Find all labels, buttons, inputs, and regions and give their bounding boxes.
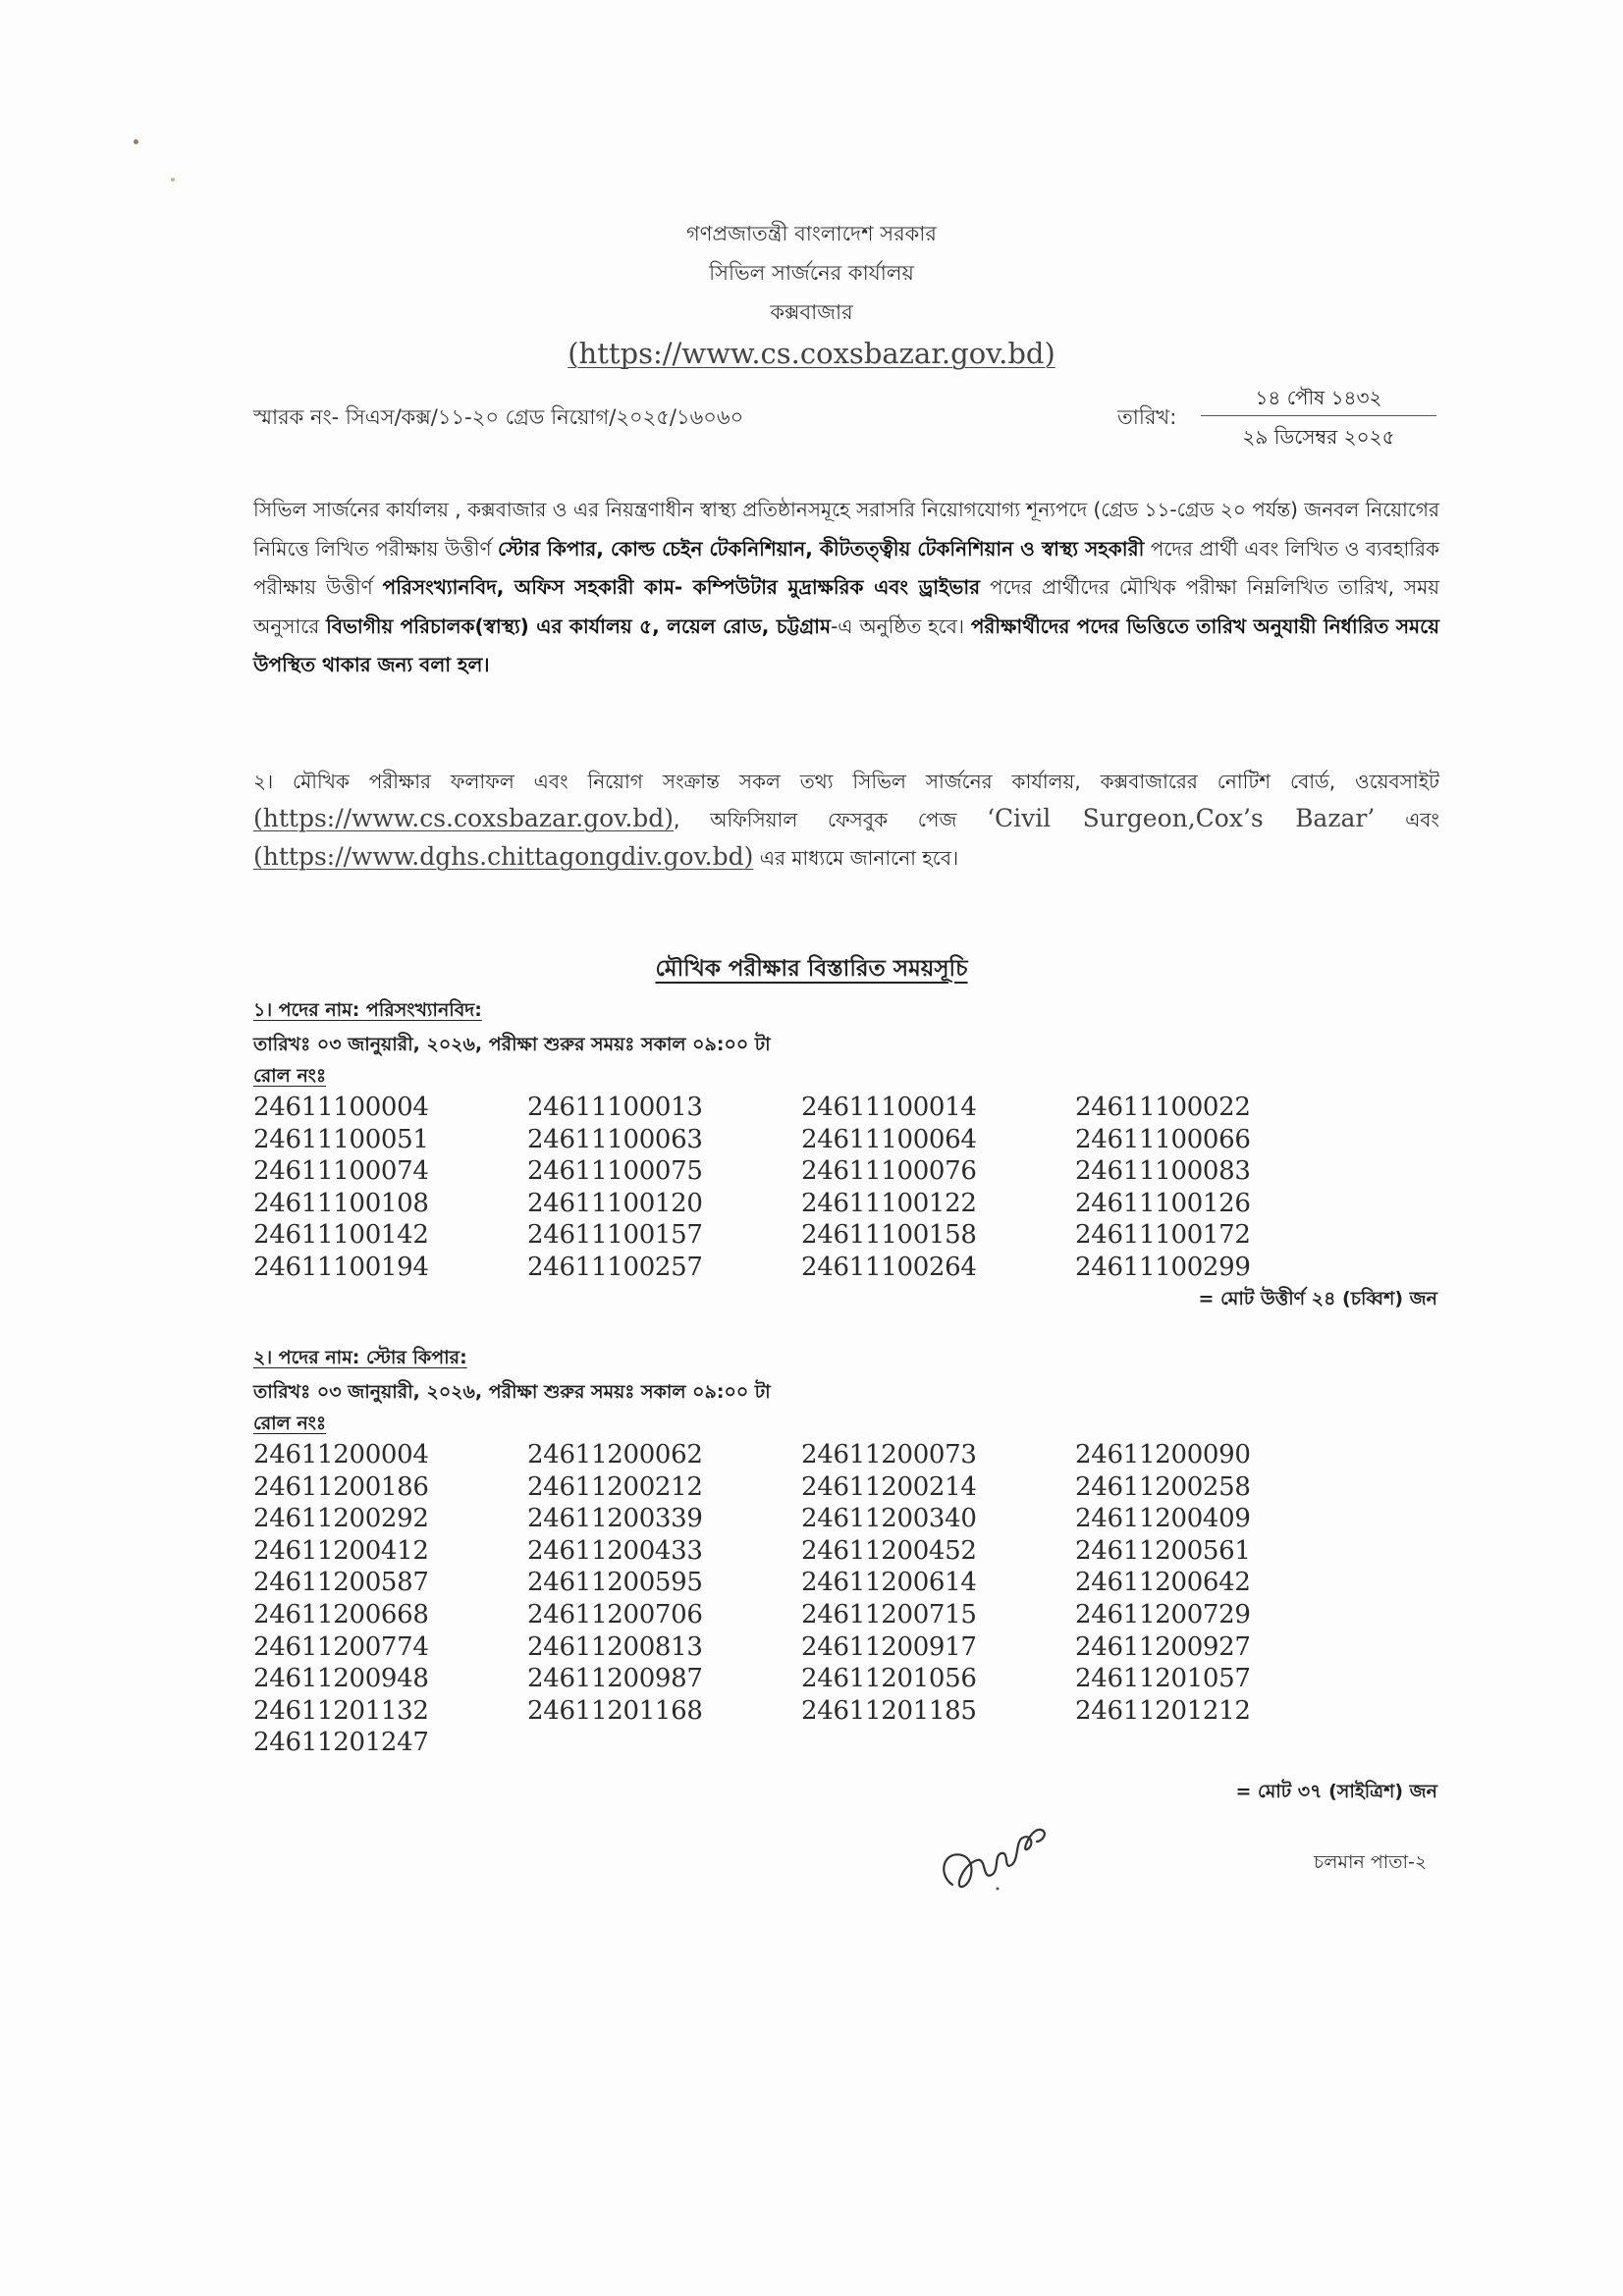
roll-number: 24611201168 — [527, 1695, 703, 1726]
roll-number: 24611200561 — [1075, 1535, 1251, 1566]
roll-number: 24611200729 — [1075, 1599, 1251, 1629]
roll-number: 24611200292 — [253, 1504, 429, 1534]
post-title: ২। পদের নাম: স্টোর কিপার: — [253, 1347, 467, 1368]
posts-practical-exam: পরিসংখ্যানবিদ, অফিস সহকারী কাম- কম্পিউটার মুদ্রাক্ষরিক এবং ড্রাইভার — [382, 575, 981, 599]
roll-number: 24611200452 — [801, 1535, 977, 1566]
exam-date-time: তারিখঃ ০৩ জানুয়ারী, ২০২৬, পরীক্ষা শুরুর সময়ঃ সকাল ০৯:০০ টা — [253, 1034, 771, 1055]
date-bangla: ১৪ পৌষ ১৪৩২ — [1201, 382, 1436, 416]
roll-label: রোল নংঃ — [253, 1413, 327, 1434]
roll-number: 24611100004 — [253, 1093, 429, 1122]
text: সিভিল সার্জনের কার্যালয় , কক্সবাজার ও এর নিয়ন্ত্রণাধীন স্বাস্থ্য প্রতিষ্ঠানসমূহে সরাসরি নিয়োগযোগ্য শূন্যপদে (গ্রেড ১১-গ্রেড ২০ পর্যন্ত) জনবল নিয়োগের নিমিত্তে লিখিত পরীক্ষায় উত্তীর্ণ — [253, 498, 1439, 561]
roll-label: রোল নংঃ — [253, 1065, 327, 1087]
notice-paragraph-2 — [253, 763, 1439, 877]
roll-number: 24611201185 — [801, 1695, 977, 1726]
roll-number: 24611200004 — [253, 1440, 429, 1469]
schedule-section-statistician — [253, 993, 1441, 1313]
roll-number: 24611200927 — [1075, 1631, 1251, 1662]
letterhead — [0, 214, 1623, 375]
roll-number: 24611100108 — [253, 1188, 429, 1218]
roll-number: 24611200340 — [801, 1504, 977, 1534]
roll-number: 24611100157 — [527, 1220, 703, 1251]
roll-number: 24611100264 — [801, 1252, 977, 1282]
coxsbazar-website-link[interactable]: (https://www.cs.coxsbazar.gov.bd) — [253, 804, 675, 832]
roll-number: 24611100120 — [527, 1188, 703, 1218]
roll-number: 24611200642 — [1075, 1568, 1251, 1598]
roll-number: 24611200062 — [527, 1440, 703, 1469]
text: পদের প্রার্থী এবং লিখিত ও ব্যবহারিক পরীক্ষায় উত্তীর্ণ — [253, 536, 1439, 599]
roll-number: 24611200948 — [253, 1664, 429, 1694]
roll-number: 24611200614 — [801, 1568, 977, 1598]
roll-number: 24611201212 — [1075, 1695, 1251, 1726]
roll-number: 24611200813 — [527, 1631, 703, 1662]
text: -এ অনুষ্ঠিত হবে। — [831, 614, 971, 638]
roll-list — [253, 1439, 1441, 1759]
roll-number: 24611200258 — [1075, 1471, 1251, 1502]
roll-number: 24611200186 — [253, 1471, 429, 1502]
date-block — [1201, 382, 1436, 454]
roll-number: 24611201247 — [253, 1728, 429, 1758]
roll-list — [253, 1092, 1441, 1284]
continued-page-label: চলমান পাতা-২ — [1314, 1851, 1428, 1873]
post-title: ১। পদের নাম: পরিসংখ্যানবিদ: — [253, 999, 482, 1021]
roll-number: 24611200073 — [801, 1440, 977, 1469]
text: এবং — [1375, 808, 1440, 831]
roll-number: 24611200214 — [801, 1471, 977, 1502]
roll-number: 24611200668 — [253, 1599, 429, 1629]
roll-number: 24611200412 — [253, 1535, 429, 1566]
roll-number: 24611100299 — [1075, 1252, 1251, 1282]
roll-number: 24611100051 — [253, 1124, 429, 1154]
attendance-instruction: পরীক্ষার্থীদের পদের ভিত্তিতে তারিখ অনুযায়ী নির্ধারিত সময়ে উপস্থিত থাকার জন্য বলা হল। — [253, 614, 1439, 676]
date-gregorian: ২৯ ডিসেম্বর ২০২৫ — [1242, 425, 1395, 449]
roll-number: 24611200587 — [253, 1568, 429, 1598]
schedule-title — [0, 950, 1623, 988]
total-count: = মোট উত্তীর্ণ ২৪ (চব্বিশ) জন — [1198, 1287, 1437, 1309]
text: এর মাধ্যমে জানানো হবে। — [753, 846, 959, 870]
roll-number: 24611200917 — [801, 1631, 977, 1662]
roll-number: 24611200715 — [801, 1599, 977, 1629]
roll-number: 24611200433 — [527, 1535, 703, 1566]
text: ২। মৌখিক পরীক্ষার ফলাফল এবং নিয়োগ সংক্রান্ত সকল তথ্য সিভিল সার্জনের কার্যালয়, কক্সবাজারের নোটিশ বোর্ড, ওয়েবসাইট — [253, 770, 1439, 793]
roll-number: 24611100064 — [801, 1124, 977, 1154]
district-name: কক্সবাজার — [770, 300, 853, 324]
roll-number: 24611100126 — [1075, 1188, 1251, 1218]
roll-number: 24611200409 — [1075, 1504, 1251, 1534]
text: পদের প্রার্থীদের মৌখিক পরীক্ষা নিম্নলিখিত তারিখ, সময় অনুসারে — [253, 575, 1440, 638]
roll-number: 24611100013 — [527, 1093, 703, 1122]
memo-number: স্মারক নং- সিএস/কক্স/১১-২০ গ্রেড নিয়োগ/২০২৫/১৬০৬০ — [253, 405, 744, 429]
paper-speck — [171, 178, 175, 182]
notice-paragraph-1 — [253, 491, 1439, 685]
roll-number: 24611100022 — [1075, 1093, 1251, 1122]
schedule-title-text: মৌখিক পরীক্ষার বিস্তারিত সময়সূচি — [655, 956, 968, 982]
roll-number: 24611201057 — [1075, 1664, 1251, 1694]
roll-number: 24611200706 — [527, 1599, 703, 1629]
posts-written-exam: স্টোর কিপার, কোল্ড চেইন টেকনিশিয়ান, কীটতত্ত্বীয় টেকনিশিয়ান ও স্বাস্থ্য সহকারী — [498, 536, 1145, 561]
facebook-page-name: ‘Civil Surgeon,Cox’s Bazar’ — [987, 804, 1376, 832]
roll-number: 24611201056 — [801, 1664, 977, 1694]
roll-number: 24611100063 — [527, 1124, 703, 1154]
roll-number: 24611100083 — [1075, 1156, 1251, 1187]
roll-number: 24611200595 — [527, 1568, 703, 1598]
roll-number: 24611100066 — [1075, 1124, 1251, 1154]
office-name: সিভিল সার্জনের কার্যালয় — [709, 261, 914, 285]
roll-number: 24611100257 — [527, 1252, 703, 1282]
text: , অফিসিয়াল ফেসবুক পেজ — [674, 808, 988, 831]
roll-number: 24611100122 — [801, 1188, 977, 1218]
paper-speck — [134, 139, 138, 144]
roll-number: 24611100074 — [253, 1156, 429, 1187]
roll-number: 24611100172 — [1075, 1220, 1251, 1251]
website-link[interactable]: (https://www.cs.coxsbazar.gov.bd) — [568, 337, 1055, 370]
exam-date-time: তারিখঃ ০৩ জানুয়ারী, ২০২৬, পরীক্ষা শুরুর সময়ঃ সকাল ০৯:০০ টা — [253, 1381, 771, 1403]
roll-number: 24611200090 — [1075, 1440, 1251, 1469]
dghs-website-link[interactable]: (https://www.dghs.chittagongdiv.gov.bd) — [253, 842, 754, 871]
government-name: গণপ্রজাতন্ত্রী বাংলাদেশ সরকার — [686, 222, 937, 245]
roll-number: 24611201132 — [253, 1695, 429, 1726]
roll-number: 24611200774 — [253, 1631, 429, 1662]
roll-number: 24611100014 — [801, 1093, 977, 1122]
reference-row — [253, 386, 1432, 466]
exam-venue: বিভাগীয় পরিচালক(স্বাস্থ্য) এর কার্যালয় ৫, লয়েল রোড, চট্টগ্রাম — [326, 614, 832, 638]
roll-number: 24611100158 — [801, 1220, 977, 1251]
roll-number: 24611200987 — [527, 1664, 703, 1694]
date-label: তারিখ: — [1117, 405, 1177, 429]
roll-number: 24611100075 — [527, 1156, 703, 1187]
roll-number: 24611100142 — [253, 1220, 429, 1251]
signature-icon — [933, 1816, 1060, 1895]
total-count: = মোট ৩৭ (সাইত্রিশ) জন — [1235, 1780, 1437, 1802]
schedule-section-store-keeper — [253, 1341, 1441, 1806]
roll-number: 24611100194 — [253, 1252, 429, 1282]
roll-number: 24611100076 — [801, 1156, 977, 1187]
roll-number: 24611200339 — [527, 1504, 703, 1534]
roll-number: 24611200212 — [527, 1471, 703, 1502]
